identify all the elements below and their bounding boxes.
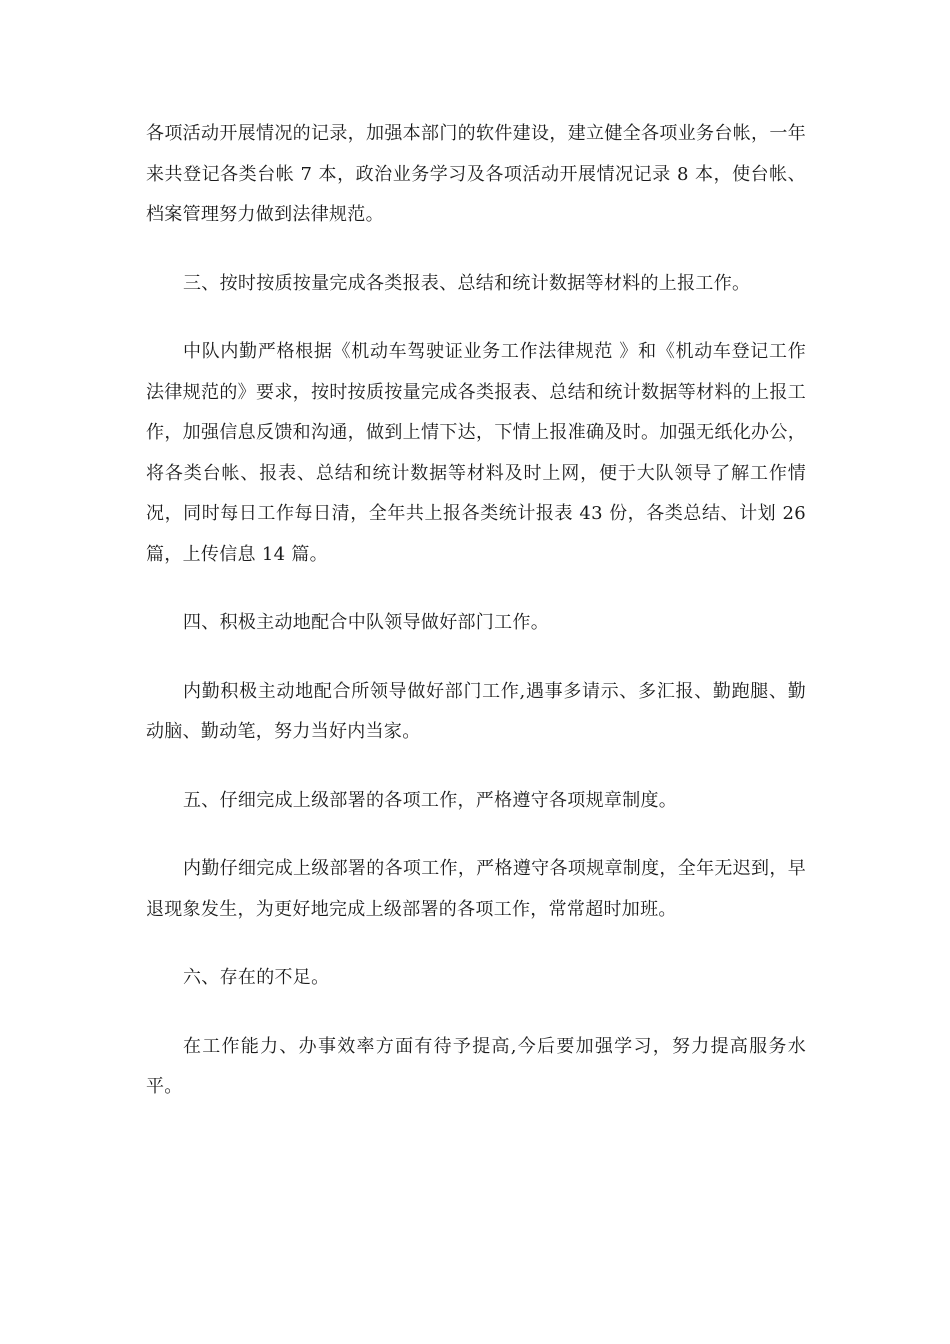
section-heading-5: 五、仔细完成上级部署的各项工作，严格遵守各项规章制度。	[183, 789, 678, 811]
paragraph-section-3: 中队内勤严格根据《机动车驾驶证业务工作法律规范 》和《机动车登记工作法律规范的》要求，按时按质按量完成各类报表、总结和统计数据等材料的上报工作，加强信息反馈和沟通，做到上情下达，下情上报准确及时。加强无纸化办公，将各类台帐、报表、总结和统计数据等材料及时上网，便于大队领导了解工作情况，同时每日工作每日清，全年共上报各类统计报表 43 份，各类总结、计划 26 篇，上传信息 14 篇。	[146, 341, 806, 565]
section-heading-6: 六、存在的不足。	[183, 967, 330, 988]
paragraph-section-4: 内勤积极主动地配合所领导做好部门工作,遇事多请示、多汇报、勤跑腿、勤动脑、勤动笔，努力当好内当家。	[146, 680, 806, 742]
paragraph-continuation: 各项活动开展情况的记录，加强本部门的软件建设，建立健全各项业务台帐，一年来共登记各类台帐 7 本，政治业务学习及各项活动开展情况记录 8 本，使台帐、档案管理努力做到法律规范。	[146, 123, 806, 225]
paragraph-section-6: 在工作能力、办事效率方面有待予提高,今后要加强学习，努力提高服务水平。	[146, 1035, 806, 1097]
paragraph-section-5: 内勤仔细完成上级部署的各项工作，严格遵守各项规章制度，全年无迟到，早退现象发生，为更好地完成上级部署的各项工作，常常超时加班。	[146, 858, 806, 920]
section-heading-3: 三、按时按质按量完成各类报表、总结和统计数据等材料的上报工作。	[183, 272, 751, 294]
section-heading-4: 四、积极主动地配合中队领导做好部门工作。	[183, 612, 549, 633]
document-body	[146, 114, 806, 1108]
